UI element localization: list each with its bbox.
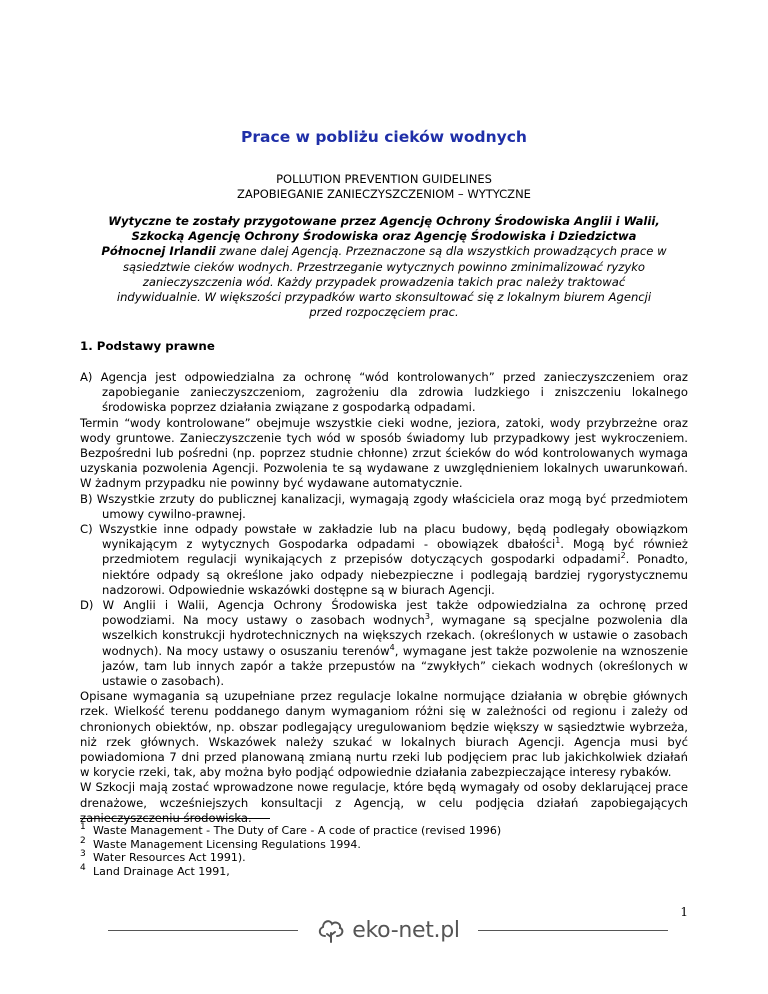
paragraph-local-regulations: Opisane wymagania są uzupełniane przez regulacje lokalne normujące działania w obrębie głównych rzek. Wielkość terenu poddanego danym wymaganiom różni się w zależności od regionu i zależy od chronionych obiektów, np. obszar podlegający uregulowaniom będzie większy w sąsiedztwie wybrzeża, niż rzek głównych. Wskazówek należy szukać w lokalnych biurach Agencji. Agencja musi być powiadomiona 7 dni przed planowaną zmianą nurtu rzeki lub podjęciem prac lub jakichkolwiek działań w korycie rzeki, tak, aby można było podjąć odpowiednie działania zabezpieczające interesy rybaków. [80, 689, 688, 780]
paragraph-a: A) Agencja jest odpowiedzialna za ochronę “wód kontrolowanych” przed zanieczyszczeniem oraz zapobieganie zanieczyszczeniom, zagrożeniu dla zdrowia ludzkiego i zniszczeniu lokalnego środowiska poprzez działania związane z gospodarką odpadami. [80, 370, 688, 415]
paragraph-d [80, 598, 688, 689]
intro-bold-text: Wytyczne te zostały przygotowane przez Agencję Ochrony Środowiska Anglii i Walii, Szkocką Agencję Ochrony Środowiska oraz Agencję Środowiska i Dziedzictwa Północnej Irlandii [101, 214, 660, 259]
footnote-1 [80, 824, 680, 838]
document-title: Prace w pobliżu cieków wodnych [241, 128, 527, 146]
cloud-leaf-icon [316, 915, 346, 945]
paragraph-d-part3: , wymagane jest także pozwolenie na wznoszenie jazów, tam lub innych zapór a także przepustów na “zwykłych” ciekach wodnych (określonych w ustawie o zasobach). [102, 643, 688, 689]
footnote-number: 1 [80, 822, 86, 832]
footnote-ref-3[interactable]: 3 [424, 612, 430, 622]
footnotes [80, 824, 680, 878]
footnote-text: Land Drainage Act 1991, [93, 864, 230, 878]
footer-rule-right [478, 930, 668, 931]
paragraph-c-part2: . Mogą być również przedmiotem regulacji wynikających z przepisów dotyczących gospodarki odpadami [102, 537, 688, 567]
paragraph-c-part3: . Ponadto, niektóre odpady są określone jako odpady niebezpieczne i podlegają bardziej rygorystycznemu nadzorowi. Odpowiednie wskazówki dostępne są w biurach Agencji. [102, 552, 688, 597]
footnote-3 [80, 851, 680, 865]
subtitle-english: POLLUTION PREVENTION GUIDELINES [276, 172, 492, 186]
paragraph-b: B) Wszystkie zrzuty do publicznej kanalizacji, wymagają zgody właściciela oraz mogą być przedmiotem umowy cywilno-prawnej. [80, 491, 688, 521]
page-footer [108, 910, 668, 950]
footnote-ref-4[interactable]: 4 [389, 642, 395, 652]
footnote-text: Water Resources Act 1991). [93, 851, 246, 865]
footnote-number: 4 [80, 862, 86, 873]
footer-rule-left [108, 930, 298, 931]
section-body [80, 370, 688, 826]
paragraph-controlled-waters: Termin “wody kontrolowane” obejmuje wszystkie cieki wodne, jeziora, zatoki, wody przybrzeżne oraz wody gruntowe. Zanieczyszczenie tych wód w sposób świadomy lub przypadkowy jest wykroczeniem. Bezpośredni lub pośredni (np. poprzez studnie chłonne) zrzut ścieków do wód kontrolowanych wymaga uzyskania pozwolenia Agencji. Pozwolenia te są wydawane z uwzględnieniem lokalnych uwarunkowań. W żadnym przypadku nie powinny być wydawane automatycznie. [80, 415, 688, 491]
footnote-text: Waste Management Licensing Regulations 1994. [93, 837, 361, 851]
paragraph-d-part1: D) W Anglii i Walii, Agencja Ochrony Środowiska jest także odpowiedzialna za ochronę przed powodziami. Na mocy ustawy o zasobach wodnych [80, 598, 688, 628]
footnote-separator [80, 818, 270, 819]
intro-rest-text: zwane dalej Agencją. Przeznaczone są dla wszystkich prowadzących prace w sąsiedztwie cieków wodnych. Przestrzeganie wytycznych powinno zminimalizować ryzyko zanieczyszczenia wód. Każdy przypadek prowadzenia takich prac należy traktować indywidualnie. W większości przypadków warto skonsultować się z lokalnym biurem Agencji przed rozpoczęciem prac. [116, 244, 667, 320]
paragraph-c-part1: C) Wszystkie inne odpady powstałe w zakładzie lub na placu budowy, będą podlegały obowiązkom wynikającym z wytycznych Gospodarka odpadami - obowiązek dbałości [80, 522, 688, 552]
page-number: 1 [680, 905, 688, 919]
subtitle-polish: ZAPOBIEGANIE ZANIECZYSZCZENIOM – WYTYCZNE [237, 187, 531, 201]
footnote-text: Waste Management - The Duty of Care - A code of practice (revised 1996) [93, 824, 502, 837]
paragraph-scotland: W Szkocji mają zostać wprowadzone nowe regulacje, które będą wymagały od osoby deklarującej prace drenażowe, wcześniejszych konsultacji z Agencją, w celu podjęcia działań zapobiegających zanieczyszczeniu środowiska. [80, 780, 688, 825]
intro-paragraph [100, 214, 668, 320]
footnote-number: 3 [80, 849, 86, 860]
footer-logo[interactable] [304, 912, 472, 948]
footnote-number: 2 [80, 835, 86, 846]
section-heading: 1. Podstawy prawne [80, 339, 215, 353]
logo-text: eko-net.pl [352, 917, 460, 943]
footnote-ref-1[interactable]: 1 [555, 536, 561, 546]
paragraph-d-part2: , wymagane są specjalne pozwolenia dla wszelkich konstrukcji hydrotechnicznych na większych rzekach. (określonych w ustawie o zasobach wodnych). Na mocy ustawy o osuszaniu terenów [102, 613, 688, 658]
footnote-ref-2[interactable]: 2 [620, 551, 626, 561]
footnote-4 [80, 862, 680, 879]
paragraph-c [80, 522, 688, 598]
footnote-2 [80, 835, 680, 852]
